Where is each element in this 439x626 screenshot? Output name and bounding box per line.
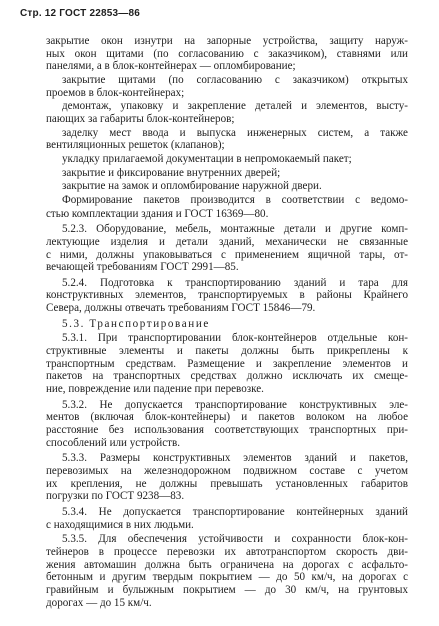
text-line: ных окон щитами (по согласованию с заказчиком), ставнями или	[46, 48, 408, 60]
text-line: способлений или устройств.	[46, 437, 181, 449]
text-line: закрытие на замок и опломбирование наружной двери.	[62, 180, 322, 192]
text-line: вечающей требованиям ГОСТ 2991—85.	[46, 261, 239, 273]
text-line: их крепления, не должны превышать установленных габаритов	[46, 478, 408, 490]
text-line: закрытие окон изнутри на запорные устройства, защиту наруж-	[46, 35, 408, 47]
text-line: панелями, а в блок-контейнерах — опломбирование;	[46, 60, 296, 72]
text-line: закрытие и фиксирование внутренних дверей;	[62, 167, 281, 179]
text-line: дорогах — до 15 км/ч.	[46, 597, 152, 609]
text-line: ние, повреждение или падение при перевозке.	[46, 383, 264, 395]
page-header	[20, 8, 140, 19]
text-line: 5.2.4. Подготовка к транспортированию зданий и тара для	[62, 277, 408, 289]
text-line: тейнеров в процессе перевозки их автотранспортом скорость дви-	[46, 546, 408, 558]
text-line: 5.3.4. Не допускается транспортирование контейнерных зданий	[62, 506, 408, 518]
text-line: перевозимых на железнодорожном подвижном составе с учетом	[46, 465, 408, 477]
text-line: транспортным средствам. Размещение и закрепление элементов и	[46, 358, 408, 370]
text-line: укладку прилагаемой документации в непромокаемый пакет;	[62, 153, 352, 165]
page-number: Стр. 12	[20, 8, 57, 19]
text-line: проемов в блок-контейнерах;	[46, 87, 185, 99]
text-line: 5.3.3. Размеры конструктивных элементов зданий и пакетов,	[62, 452, 408, 464]
text-line: погрузки по ГОСТ 9238—83.	[46, 490, 185, 502]
text-line: конструктивных элементов, транспортируемых в районы Крайнего	[46, 289, 408, 301]
text-line: 5.3.5. Для обеспечения устойчивости и сохранности блок-кон-	[62, 533, 408, 545]
text-line: 5.3.2. Не допускается транспортирование конструктивных эле-	[62, 399, 408, 411]
text-line: пающих за габариты блок-контейнеров;	[46, 113, 235, 125]
text-line: с находящимися в них людьми.	[46, 519, 194, 531]
text-line: Севера, должны отвечать требованиям ГОСТ 15846—79.	[46, 302, 316, 314]
text-line: расстояние без использования соответствующих транспортных при-	[46, 424, 408, 436]
text-line: демонтаж, упаковку и закрепление деталей и элементов, высту-	[62, 100, 408, 112]
text-line: структивные элементы и пакеты должны быть прикреплены к	[46, 345, 408, 357]
text-line: 5.3.1. При транспортировании блок-контейнеров отдельные кон-	[62, 332, 408, 344]
text-line: жения автомашин должна быть ограничена на дорогах с асфальто-	[46, 559, 408, 571]
text-line: заделку мест ввода и выпуска инженерных систем, а также	[62, 127, 408, 139]
text-line: пакетов на транспортных средствах должно исключать их смеще-	[46, 370, 408, 382]
text-line: ментов (включая блок-контейнеры) и пакетов волоком на любое	[46, 411, 408, 423]
text-line: Формирование пакетов производится в соответствии с ведомо-	[62, 194, 408, 206]
text-line: вентиляционных решеток (клапанов);	[46, 139, 225, 151]
standard-number: ГОСТ 22853—86	[59, 8, 141, 19]
text-line: лектующие изделия и детали зданий, механически не связанные	[46, 236, 408, 248]
text-line: 5.2.3. Оборудование, мебель, монтажные детали и другие комп-	[62, 223, 408, 235]
text-line: с ними, должны упаковываться с применением ящичной тары, от-	[46, 249, 408, 261]
text-line: закрытие щитами (по согласованию с заказчиком) открытых	[62, 74, 408, 86]
text-line: гравийным и булыжным покрытием — до 30 км/ч, на грунтовых	[46, 584, 408, 596]
text-line: 5.3. Транспортирование	[62, 318, 210, 330]
text-line: бетонным и другим твердым покрытием — до 50 км/ч, на дорогах с	[46, 571, 408, 583]
text-line: стью комплектации здания и ГОСТ 16369—80.	[46, 208, 269, 220]
